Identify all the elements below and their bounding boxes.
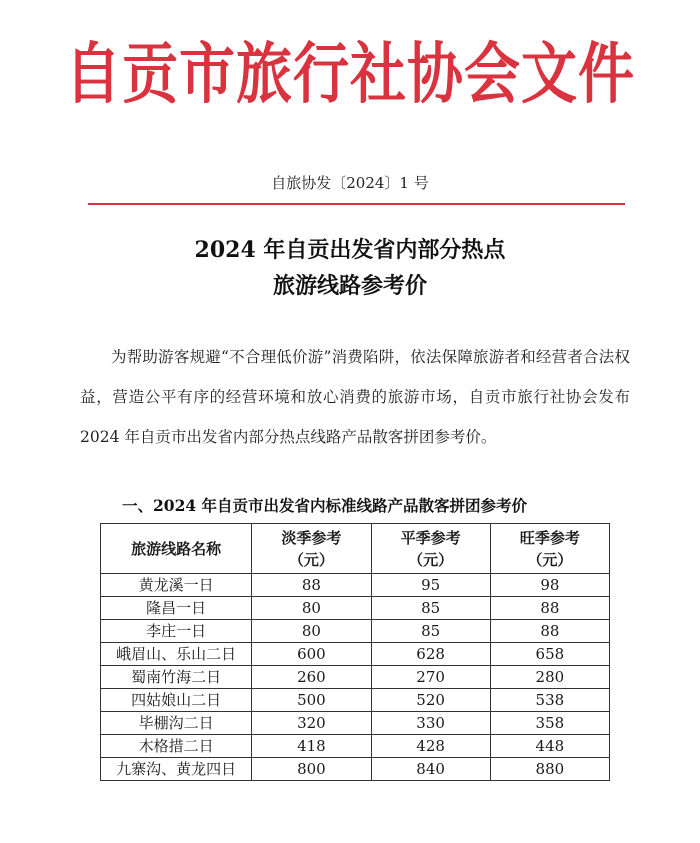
- table-header-row: [101, 524, 610, 574]
- column-header-off-season: [252, 524, 371, 574]
- peak-season-price-cell: 658: [490, 643, 609, 666]
- route-name-cell: 九寨沟、黄龙四日: [101, 758, 252, 781]
- document-title-line-1: 2024 年自贡出发省内部分热点: [194, 237, 506, 263]
- column-header-unit: （元）: [527, 550, 573, 569]
- table-row: [101, 643, 610, 666]
- red-divider-line: [88, 203, 625, 205]
- normal-season-price-cell: 85: [371, 620, 490, 643]
- peak-season-price-cell: 448: [490, 735, 609, 758]
- column-header-peak-season: [490, 524, 609, 574]
- peak-season-price-cell: 880: [490, 758, 609, 781]
- letterhead-title: 自贡市旅行社协会文件: [65, 34, 635, 113]
- route-name-cell: 四姑娘山二日: [101, 689, 252, 712]
- table-row: [101, 758, 610, 781]
- column-header-unit: （元）: [288, 550, 334, 569]
- off-season-price-cell: 418: [252, 735, 371, 758]
- price-table: [100, 523, 610, 781]
- off-season-price-cell: 88: [252, 574, 371, 597]
- peak-season-price-cell: 358: [490, 712, 609, 735]
- off-season-price-cell: 600: [252, 643, 371, 666]
- column-header-label: 旅游线路名称: [131, 539, 222, 558]
- section-heading: 一、2024 年自贡市出发省内标准线路产品散客拼团参考价: [122, 496, 528, 515]
- off-season-price-cell: 320: [252, 712, 371, 735]
- off-season-price-cell: 260: [252, 666, 371, 689]
- normal-season-price-cell: 628: [371, 643, 490, 666]
- document-title: [0, 232, 700, 304]
- off-season-price-cell: 80: [252, 620, 371, 643]
- route-name-cell: 峨眉山、乐山二日: [101, 643, 252, 666]
- normal-season-price-cell: 85: [371, 597, 490, 620]
- column-header-unit: （元）: [408, 550, 454, 569]
- column-header-label: 旺季参考: [519, 528, 580, 547]
- column-header-label: 淡季参考: [281, 528, 342, 547]
- table-row: [101, 712, 610, 735]
- column-header-normal-season: [371, 524, 490, 574]
- intro-paragraph: 为帮助游客规避“不合理低价游”消费陷阱，依法保障旅游者和经营者合法权益，营造公平有序的经营环境和放心消费的旅游市场，自贡市旅行社协会发布 2024 年自贡市出发省内部分热点线路产品散客拼团参考价。: [80, 348, 630, 446]
- peak-season-price-cell: 538: [490, 689, 609, 712]
- peak-season-price-cell: 280: [490, 666, 609, 689]
- route-name-cell: 毕棚沟二日: [101, 712, 252, 735]
- normal-season-price-cell: 95: [371, 574, 490, 597]
- route-name-cell: 木格措二日: [101, 735, 252, 758]
- route-name-cell: 蜀南竹海二日: [101, 666, 252, 689]
- table-row: [101, 597, 610, 620]
- normal-season-price-cell: 840: [371, 758, 490, 781]
- off-season-price-cell: 80: [252, 597, 371, 620]
- normal-season-price-cell: 270: [371, 666, 490, 689]
- column-header-label: 平季参考: [400, 528, 461, 547]
- off-season-price-cell: 500: [252, 689, 371, 712]
- table-row: [101, 666, 610, 689]
- table-row: [101, 620, 610, 643]
- table-row: [101, 574, 610, 597]
- table-row: [101, 735, 610, 758]
- normal-season-price-cell: 330: [371, 712, 490, 735]
- route-name-cell: 李庄一日: [101, 620, 252, 643]
- peak-season-price-cell: 88: [490, 620, 609, 643]
- peak-season-price-cell: 98: [490, 574, 609, 597]
- document-title-line-2: 旅游线路参考价: [272, 273, 427, 299]
- off-season-price-cell: 800: [252, 758, 371, 781]
- normal-season-price-cell: 520: [371, 689, 490, 712]
- peak-season-price-cell: 88: [490, 597, 609, 620]
- table-row: [101, 689, 610, 712]
- route-name-cell: 黄龙溪一日: [101, 574, 252, 597]
- column-header-route: [101, 524, 252, 574]
- document-number: 自旅协发〔2024〕1 号: [271, 174, 429, 192]
- route-name-cell: 隆昌一日: [101, 597, 252, 620]
- normal-season-price-cell: 428: [371, 735, 490, 758]
